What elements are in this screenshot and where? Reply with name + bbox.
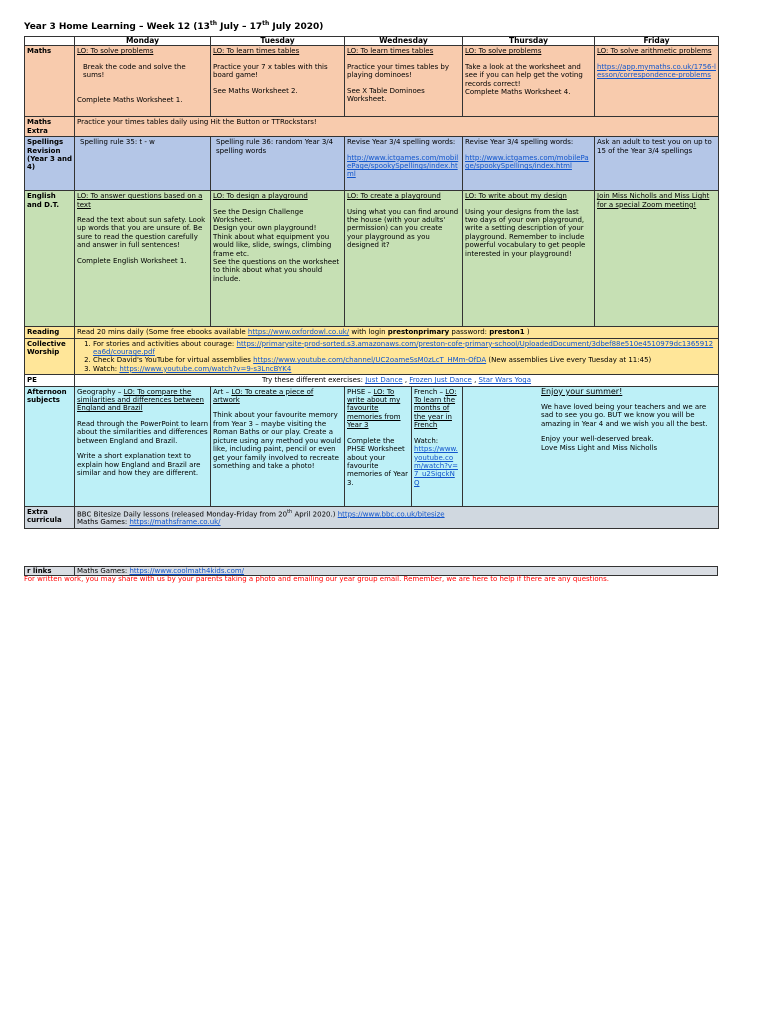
reading-row	[25, 327, 719, 338]
task-text: Spelling rule 36: random Year 3/4 spelling words	[216, 138, 334, 155]
spelling-thursday	[463, 137, 595, 191]
spelling-row	[25, 137, 719, 191]
text-sup: th	[287, 508, 293, 515]
subject-name: PHSE –	[347, 387, 374, 396]
task-text: Using your designs from the last two days of your own playground, write a setting description of your playground. Remember to include powerful vocabulary to get people interested in your playground!	[465, 207, 586, 258]
ictgames-link[interactable]: http://www.ictgames.com/mobilePage/spookySpellings/index.html	[347, 153, 459, 179]
row-label: r links	[25, 567, 75, 576]
maths-thursday	[463, 46, 595, 117]
afternoon-row	[25, 386, 719, 506]
subject-name: Art –	[213, 387, 232, 396]
text-span: Check David's YouTube for virtual assemblies	[93, 356, 254, 365]
corner-cell	[25, 37, 75, 46]
text-span: )	[524, 328, 530, 337]
task-text: Complete Maths Worksheet 4.	[465, 88, 571, 97]
task-text: See X Table Dominoes Worksheet.	[347, 86, 425, 104]
learning-objective: LO: To write about my design	[465, 192, 567, 201]
just-dance-link[interactable]: Just Dance	[365, 376, 403, 385]
goodbye-message: We have loved being your teachers and we are sad to see you go. BUT we know you will be amazing in Year 4 and we wish you all the best.	[541, 403, 708, 428]
task-text: See the questions on the worksheet to think about what you should include.	[213, 258, 340, 283]
learning-objective: LO: To create a playground	[347, 192, 441, 201]
row-label: Reading	[25, 327, 75, 338]
row-label: Collective Worship	[25, 338, 75, 375]
afternoon-french	[412, 387, 462, 506]
task-text: Revise Year 3/4 spelling words:	[465, 138, 574, 147]
enjoy-summer-heading: Enjoy your summer!	[541, 386, 623, 396]
french-youtube-link[interactable]: https://www.youtube.com/watch?v=7_u2SigckNQ	[414, 445, 458, 487]
english-thursday	[463, 191, 595, 327]
text-span: BBC Bitesize Daily lessons (released Monday-Friday from 20	[77, 509, 288, 518]
extra-curricular-row	[25, 506, 719, 528]
text-span: (New assemblies Live every Tuesday at 11:45)	[486, 356, 652, 365]
list-item	[93, 340, 716, 357]
courage-pdf-link[interactable]: https://primarysite-prod-sorted.s3.amazonaws.com/preston-cofe-primary-school/UploadedDocument/3dbef88e510e4510979dc1365912ea6d/courage.pdf	[93, 339, 714, 357]
pe-row	[25, 375, 719, 386]
text-span: For stories and activities about courage:	[93, 339, 237, 348]
youtube-channel-link[interactable]: https://www.youtube.com/channel/UC2oameSsM0zLcT_HMm-OfDA	[253, 356, 487, 365]
subject-name: Geography –	[77, 387, 124, 396]
task-text: Write a short explanation text to explain how England and Brazil are similar and how they are different.	[77, 452, 201, 477]
task-text: Read through the PowerPoint to learn about the similarities and differences between England and Brazil.	[77, 419, 209, 445]
worship-row	[25, 338, 719, 375]
timetable	[24, 36, 719, 529]
learning-objective: LO: To create a piece of artwork	[213, 387, 314, 405]
english-tuesday	[211, 191, 345, 327]
task-text: See Maths Worksheet 2.	[213, 86, 298, 95]
task-text: Complete English Worksheet 1.	[77, 256, 187, 265]
learning-objective: LO: To learn times tables	[213, 47, 300, 56]
page-title	[24, 20, 323, 32]
subject-heading	[77, 388, 208, 413]
task-text: Spelling rule 35: t - w	[80, 138, 155, 147]
text-span: ,	[402, 376, 410, 385]
bbc-bitesize-link[interactable]: https://www.bbc.co.uk/bitesize	[337, 509, 445, 518]
learning-objective: LO: To learn the months of the year in French	[414, 387, 457, 430]
pe-text	[75, 375, 719, 386]
day-header: Monday	[75, 37, 211, 46]
english-row	[25, 191, 719, 327]
row-label: Spellings Revision (Year 3 and 4)	[25, 137, 75, 191]
task-text: Design your own playground!	[213, 224, 317, 233]
youtube-watch-link[interactable]: https://www.youtube.com/watch?v=9-s3LncBYK4	[119, 364, 292, 373]
text-span: Try these different exercises:	[261, 376, 366, 385]
signature-text: Love Miss Light and Miss Nicholls	[541, 443, 658, 452]
learning-objective: LO: To design a playground	[213, 192, 308, 201]
coolmath-link[interactable]: https://www.coolmath4kids.com/	[129, 567, 245, 575]
day-header: Tuesday	[211, 37, 345, 46]
extra-curricular-text	[75, 506, 719, 528]
text-span: April 2020.)	[292, 509, 338, 518]
learning-objective: LO: To compare the similarities and differences between England and Brazil	[77, 387, 204, 413]
login-value: prestonprimary	[387, 328, 450, 337]
row-label: English and D.T.	[25, 191, 75, 327]
title-text: July 2020)	[269, 22, 324, 32]
written-work-note: For written work, you may share with us by your parents taking a photo and emailing our year group email. Remember, we are here to help if there are any questions.	[24, 575, 609, 583]
zoom-meeting-invite: Join Miss Nicholls and Miss Light for a special Zoom meeting!	[595, 191, 719, 327]
task-text: Complete Maths Worksheet 1.	[77, 95, 183, 104]
task-text: Practice your 7 x tables with this board game!	[213, 62, 328, 80]
maths-extra-row	[25, 117, 719, 137]
afternoon-tuesday	[211, 386, 345, 506]
ictgames-link[interactable]: http://www.ictgames.com/mobilePage/spookySpellings/index.html	[465, 153, 589, 171]
worship-list	[75, 338, 719, 375]
reading-text	[75, 327, 719, 338]
title-text: July – 17	[217, 22, 263, 32]
spelling-monday	[75, 137, 211, 191]
row-label: Maths Extra	[25, 117, 75, 137]
row-label: Afternoon subjects	[25, 386, 75, 506]
title-text: Year 3 Home Learning – Week 12 (13	[24, 22, 210, 32]
learning-objective: LO: To solve problems	[77, 47, 154, 56]
english-monday	[75, 191, 211, 327]
text-span: ,	[471, 376, 479, 385]
text-span: with login	[349, 328, 388, 337]
learning-objective: LO: To write about my favourite memories from Year 3	[347, 387, 401, 430]
text-span: Maths Games:	[77, 567, 130, 575]
task-text: Think about what equipment you would like, slide, swings, climbing frame etc.	[213, 232, 332, 258]
task-text: Using what you can find around the house (with your adults' permission) can you create your playground as you designed it?	[347, 207, 459, 250]
afternoon-friday	[463, 386, 719, 506]
spelling-friday	[595, 137, 719, 191]
title-sup: th	[209, 20, 217, 27]
text-span: password:	[449, 328, 490, 337]
maths-tuesday	[211, 46, 345, 117]
row-label: PE	[25, 375, 75, 386]
list-item	[93, 356, 716, 364]
maths-wednesday	[345, 46, 463, 117]
english-wednesday	[345, 191, 463, 327]
row-label: Extra curricula	[25, 506, 75, 528]
day-header: Thursday	[463, 37, 595, 46]
list-item	[93, 365, 716, 373]
task-text: Complete the PHSE Worksheet about your favourite memories of Year 3.	[347, 436, 409, 487]
task-text: Think about your favourite memory from Year 3 – maybe visiting the Roman Baths or our play. Create a picture using any method you would like, including paint, pencil or even get your family involved to recreate something and take a photo!	[213, 411, 342, 470]
maths-monday	[75, 46, 211, 117]
title-sup: th	[262, 20, 270, 27]
goodbye-message: Enjoy your well-deserved break.	[541, 435, 654, 444]
task-text: Ask an adult to test you on up to 15 of the Year 3/4 spellings	[597, 138, 712, 155]
spelling-wednesday	[345, 137, 463, 191]
mymaths-link[interactable]: https://app.mymaths.co.uk/1756-lesson/correspondence-problems	[597, 62, 716, 80]
task-text: Read the text about sun safety. Look up words that you are unsure of. Be sure to read the question carefully and answer in full sentences!	[77, 216, 206, 250]
afternoon-wednesday-cell	[345, 386, 463, 506]
frozen-just-dance-link[interactable]: Frozen Just Dance	[409, 376, 472, 385]
header-row	[25, 37, 719, 46]
subject-heading	[213, 388, 342, 405]
oxfordowl-link[interactable]: https://www.oxfordowl.co.uk/	[247, 328, 350, 337]
mathsframe-link[interactable]: https://mathsframe.co.uk/	[129, 518, 221, 527]
star-wars-yoga-link[interactable]: Star Wars Yoga	[478, 376, 532, 385]
task-text: See the Design Challenge Worksheet.	[213, 207, 304, 225]
subject-name: French –	[414, 387, 446, 396]
row-label: Maths	[25, 46, 75, 117]
task-text: Watch:	[414, 436, 439, 445]
day-header: Wednesday	[345, 37, 463, 46]
task-text: Take a look at the worksheet and see if you can help get the voting records correct!	[465, 62, 583, 88]
maths-row	[25, 46, 719, 117]
subject-heading	[414, 388, 460, 430]
learning-objective: LO: To solve problems	[465, 47, 542, 56]
text-span: Watch:	[93, 364, 120, 373]
subject-heading	[347, 388, 409, 430]
text-span: Maths Games:	[77, 518, 130, 527]
learning-objective: LO: To learn times tables	[347, 47, 434, 56]
afternoon-wednesday	[345, 387, 412, 506]
learning-objective: LO: To solve arithmetic problems	[597, 47, 712, 56]
afternoon-monday	[75, 386, 211, 506]
text-span: Read 20 mins daily (Some free ebooks available	[77, 328, 248, 337]
task-text: Break the code and solve the sums!	[83, 62, 186, 80]
maths-extra-text: Practice your times tables daily using Hit the Button or TTRockstars!	[75, 117, 719, 137]
password-value: preston1	[489, 328, 525, 337]
task-text: Revise Year 3/4 spelling words:	[347, 138, 456, 147]
task-text: Practice your times tables by playing dominoes!	[347, 62, 450, 80]
learning-objective: LO: To answer questions based on a text	[77, 192, 203, 209]
day-header: Friday	[595, 37, 719, 46]
spelling-tuesday	[211, 137, 345, 191]
maths-friday	[595, 46, 719, 117]
